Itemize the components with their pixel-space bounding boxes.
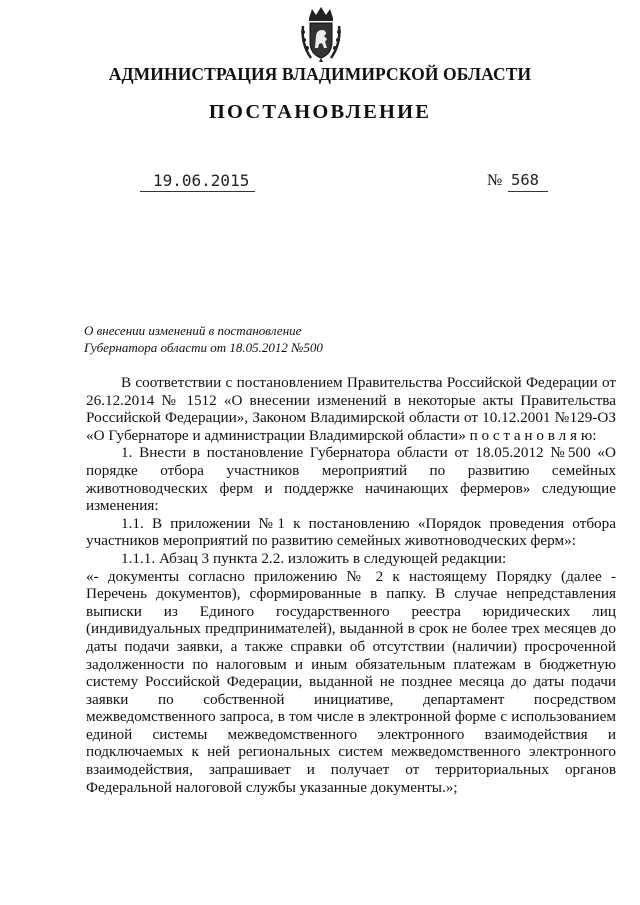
clause-1-1-1: 1.1.1. Абзац 3 пункта 2.2. изложить в следующей редакции: <box>121 549 507 567</box>
organization-title: АДМИНИСТРАЦИЯ ВЛАДИМИРСКОЙ ОБЛАСТИ <box>108 64 532 84</box>
number-underline <box>508 191 548 192</box>
clause-1-1: 1.1. В приложении №1 к постановлению «Порядок проведения отбора участников мероприятий по развитию семейных животноводческих ферм»: <box>86 514 616 550</box>
document-number: 568 <box>511 171 539 189</box>
number-sign: № <box>487 172 503 189</box>
document-type: ПОСТАНОВЛЕНИЕ <box>208 101 432 123</box>
subject-line-2: Губернатора области от 18.05.2012 №500 <box>84 340 323 355</box>
date-underline <box>140 191 255 192</box>
subject-line-1: О внесении изменений в постановление <box>84 323 302 338</box>
document-body <box>86 374 616 796</box>
document-subject <box>84 322 323 356</box>
coat-of-arms-icon <box>299 6 343 62</box>
amended-text: «- документы согласно приложению № 2 к настоящему Порядку (далее - Перечень документов), сформированные в папку. В случае непредставления выписки из Единого государственного реестра юридических лиц (индивидуальных предпринимателей), выданной в срок не более трех месяцев до даты подачи заявки, а также справки об отсутствии (наличии) просроченной задолженности по налоговым и иным обязательным платежам в бюджетную систему Российской Федерации, выданной не позднее месяца до даты подачи заявки по собственной инициативе, департамент посредством межведомственного запроса, в том числе в электронной форме с использованием единой системы межведомственного электронного взаимодействия и подключаемых к ней региональных систем межведомственного электронного взаимодействия, запрашивает и получает от территориальных органов Федеральной налоговой службы указанные документы.»; <box>86 567 616 796</box>
document-date: 19.06.2015 <box>153 171 250 190</box>
clause-1: 1. Внести в постановление Губернатора области от 18.05.2012 №500 «О порядке отбора участников мероприятий по развитию семейных животноводческих ферм и поддержке начинающих фермеров» следующие изменения: <box>86 444 616 515</box>
preamble-paragraph: В соответствии с постановлением Правительства Российской Федерации от 26.12.2014 № 1512 «О внесении изменений в некоторые акты Правительства Российской Федерации», Законом Владимирской области от 10.12.2001 №129-ОЗ «О Губернаторе и администрации Владимирской области» п о с т а н о в л я ю: <box>86 374 616 444</box>
